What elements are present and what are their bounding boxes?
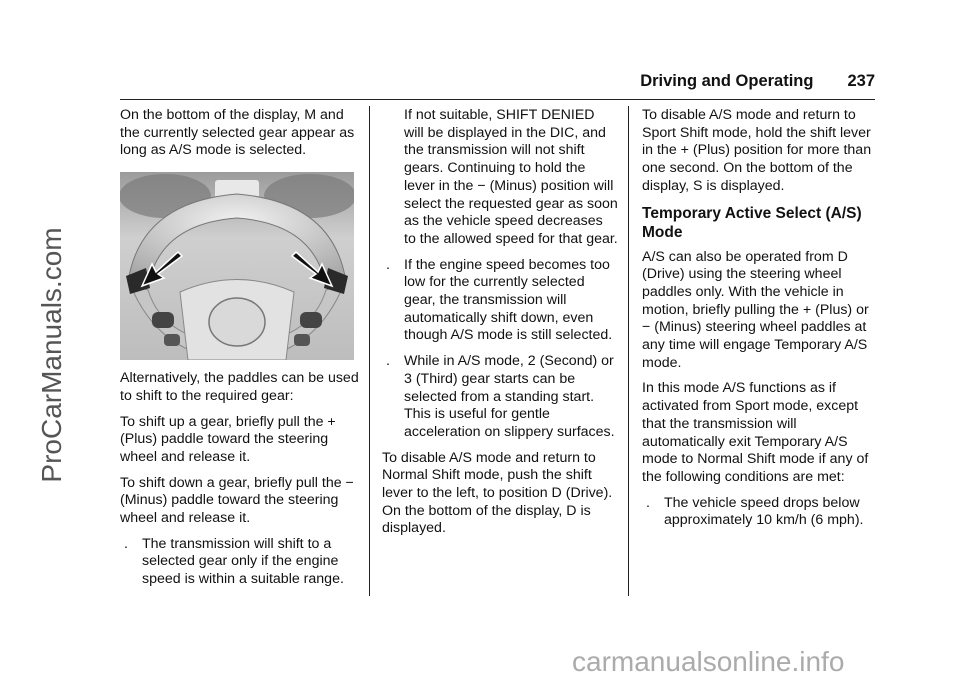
steering-wheel-paddles-figure [120,172,354,360]
section-heading: Temporary Active Select (A/S) Mode [642,204,862,241]
paragraph: In this mode A/S functions as if activated from Sport mode, except that the transmission will automatically exit Temporary A/S mode to Normal Shift mode if any of the following conditions are met: [642,380,869,485]
bullet-item [642,495,878,530]
page-header [600,72,875,98]
section-title: Driving and Operating [640,72,814,90]
bullet-text: The transmission will shift to a selected gear only if the engine speed is within a suitable range. [142,535,344,588]
bottom-watermark: carmanualsonline.info [572,646,845,677]
column-2 [382,107,618,546]
bullet-continuation: If not suitable, SHIFT DENIED will be displayed in the DIC, and the transmission will not shift gears. Continuing to hold the lever in the − (Minus) position will select the requested gear as soon as the vehicle speed decreases to the allowed speed for that gear. [404,107,618,247]
column-3 [642,107,878,538]
paragraph: To shift down a gear, briefly pull the − (Minus) paddle toward the steering wheel and release it. [120,474,354,527]
bullet-mark: . [386,256,390,273]
bullet-text: If the engine speed becomes too low for the currently selected gear, the transmission will automatically shift down, even though A/S mode is still selected. [404,256,613,344]
paragraph: Alternatively, the paddles can be used to shift to the required gear: [120,370,359,404]
side-watermark: ProCarManuals.com [36,227,67,483]
bullet-mark: . [124,535,128,552]
steering-wheel-illustration [120,172,354,360]
bullet-text: While in A/S mode, 2 (Second) or 3 (Third) gear starts can be selected from a standing start. This is useful for gentle acceleration on slippery surfaces. [404,353,615,440]
bullet-item [382,257,618,346]
paragraph: A/S can also be operated from D (Drive) using the steering wheel paddles only. With the vehicle in motion, briefly pulling the + (Plus) or − (Minus) steering wheel paddles at any time will engage Temporary A/S mode. [642,248,869,371]
paragraph: To disable A/S mode and return to Normal Shift mode, push the shift lever to the left, to position D (Drive). On the bottom of the display, D is displayed. [382,449,613,537]
bullet-mark: . [386,353,390,370]
column-1 [120,107,360,597]
bullet-item [120,536,360,589]
bullet-item [382,353,618,442]
bullet-text: The vehicle speed drops below approximately 10 km/h (6 mph). [664,494,864,529]
column-divider-1 [369,106,370,596]
paragraph: To shift up a gear, briefly pull the + (Plus) paddle toward the steering wheel and release it. [120,413,336,465]
header-rule [120,99,875,100]
page-number: 237 [847,72,875,90]
paragraph: On the bottom of the display, M and the currently selected gear appear as long as A/S mode is selected. [120,107,355,159]
paragraph: To disable A/S mode and return to Sport Shift mode, hold the shift lever in the + (Plus) position for more than one second. On the bottom of the display, S is displayed. [642,107,872,194]
bullet-mark: . [646,494,650,511]
column-divider-2 [628,106,629,596]
